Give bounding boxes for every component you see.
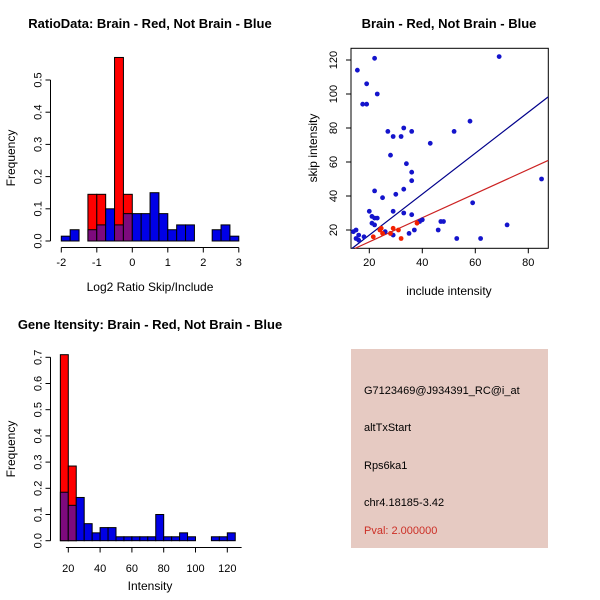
bar-overlap [123,214,132,241]
bar-blue [219,537,227,541]
data-point [454,236,459,241]
bar-blue [177,225,186,241]
bar-blue [168,230,177,241]
tick-label: 40 [416,257,429,269]
data-point [372,56,377,61]
data-point [401,126,406,131]
data-point [412,228,417,233]
data-point [354,228,359,233]
data-point [399,236,404,241]
tick-label: -1 [91,257,102,269]
gene-hist-xlabel: Intensity [127,579,173,593]
tick-label: 20 [363,257,376,269]
plot-box [351,48,548,248]
bar-blue [76,497,84,540]
data-point [355,68,360,73]
data-point [379,226,384,231]
data-point [409,129,414,134]
tick-label: 80 [157,563,170,575]
tick-label: 40 [93,563,107,575]
data-point [401,211,406,216]
bar-blue [188,537,196,541]
tick-label: 0.1 [32,201,45,217]
tick-label: 0.0 [32,233,45,249]
data-point [539,177,544,182]
data-point [371,234,376,239]
tick-label: 0.4 [32,428,45,444]
event-type-text: altTxStart [364,422,412,434]
locus-text: chr4.18185-3.42 [364,497,445,509]
bar-blue [132,214,141,241]
bar-blue [150,193,159,241]
data-point [404,161,409,166]
tick-label: 0.2 [32,168,45,185]
tick-label: 0.3 [32,454,45,470]
data-point [364,81,369,86]
data-point [380,231,385,236]
tick-label: 80 [328,121,340,135]
data-point [401,187,406,192]
tick-label: 2 [200,257,207,269]
tick-label: 60 [125,563,139,575]
tick-label: 0.7 [32,349,45,365]
tick-label: 60 [469,257,482,269]
data-point [441,219,446,224]
data-point [409,178,414,183]
tick-label: 0.3 [32,136,45,153]
tick-label: 120 [218,563,237,575]
bar-overlap [60,492,68,540]
fit-line-not-brain-fit [352,97,548,248]
data-point [388,231,393,236]
tick-label: -2 [56,257,67,269]
bar-overlap [88,230,97,241]
data-point [396,228,401,233]
bar-blue [84,524,92,541]
bar-blue [227,533,235,541]
data-point [478,236,483,241]
data-point [407,231,412,236]
bar-blue [148,537,156,541]
data-point [364,102,369,107]
bar-blue [230,236,239,241]
bar-blue [159,214,168,241]
data-point [428,141,433,146]
bar-blue [61,236,70,241]
data-point [420,217,425,222]
bar-blue [92,533,100,541]
tick-label: 0 [129,257,136,269]
bar-overlap [115,225,124,241]
bar-blue [141,214,150,241]
ratio-hist-ylabel: Frequency [4,129,18,187]
data-point [470,200,475,205]
data-point [385,129,390,134]
data-point [372,189,377,194]
bar-overlap [97,225,106,241]
bar-blue [116,537,124,541]
gene-info-panel [351,349,548,548]
data-point [356,238,361,243]
data-point [505,223,510,228]
tick-label: 100 [328,84,340,104]
tick-label: 1 [164,257,171,269]
bar-blue [106,209,115,241]
tick-label: 0.4 [32,104,45,120]
bar-blue [100,528,108,541]
bar-overlap [68,505,76,540]
gene-name-text: Rps6ka1 [364,460,408,472]
data-point [380,195,385,200]
data-point [375,216,380,221]
tick-label: 60 [328,155,340,169]
tick-label: 0.6 [32,375,45,392]
tick-label: 100 [186,563,205,575]
data-point [399,134,404,139]
scatter-xlabel: include intensity [406,284,492,298]
data-point [468,119,473,124]
bar-blue [211,537,219,541]
bar-blue [124,537,132,541]
data-point [393,192,398,197]
data-point [497,54,502,59]
data-point [388,153,393,158]
ratio-hist-xlabel: Log2 Ratio Skip/Include [86,280,214,294]
bar-blue [156,515,164,541]
tick-label: 0.5 [32,402,45,418]
gene-hist-title: Gene Itensity: Brain - Red, Not Brain - Blue [17,317,283,332]
scatter-plot [328,48,548,269]
pval-text: Pval: 2.000000 [364,525,438,537]
data-point [391,209,396,214]
bar-blue [172,537,180,541]
data-point [452,129,457,134]
tick-label: 20 [328,223,340,237]
scatter-title: Brain - Red, Not Brain - Blue [361,16,537,31]
data-point [362,234,367,239]
tick-label: 0.5 [32,72,45,88]
bar-blue [221,225,230,241]
tick-label: 3 [235,257,242,269]
bar-blue [212,230,221,241]
bar-blue [108,528,116,541]
ratio-hist-title: RatioData: Brain - Red, Not Brain - Blue [28,16,272,31]
bar-blue [132,537,140,541]
data-point [409,212,414,217]
tick-label: 0.0 [32,533,45,549]
tick-label: 0.1 [32,506,45,523]
tick-label: 40 [328,189,340,203]
tick-label: 0.2 [32,480,45,496]
data-point [436,228,441,233]
tick-label: 120 [328,50,340,70]
tick-label: 80 [522,257,535,269]
gene-hist-ylabel: Frequency [4,420,18,478]
bar-blue [164,537,172,541]
bar-red [115,57,124,241]
data-point [391,134,396,139]
bar-blue [70,230,79,241]
data-point [415,221,420,226]
data-point [372,223,377,228]
gene-histogram [33,350,242,575]
data-point [367,209,372,214]
ratio-histogram [33,57,242,269]
data-point [391,226,396,231]
bar-blue [140,537,148,541]
data-point [409,170,414,175]
probe-id-text: G7123469@J934391_RC@i_at [364,385,520,397]
bar-blue [186,225,195,241]
data-point [375,92,380,97]
scatter-ylabel: skip intensity [306,113,320,183]
tick-label: 20 [62,563,75,575]
bar-blue [180,533,188,541]
